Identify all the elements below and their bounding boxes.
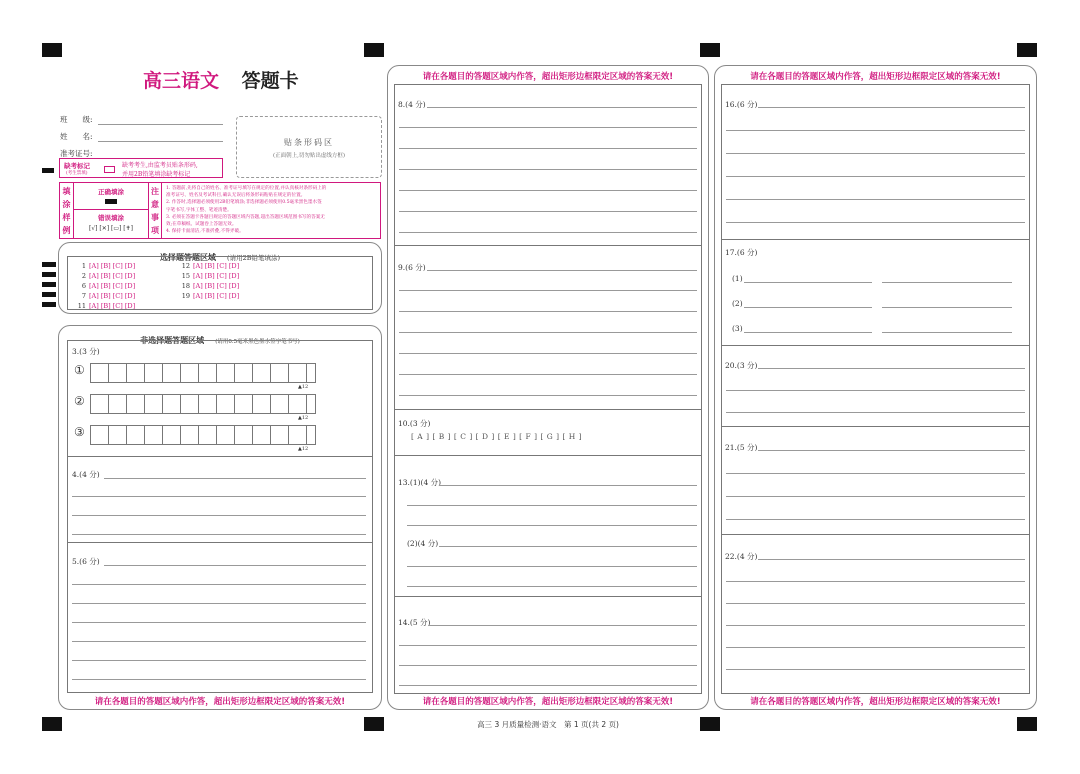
- char-count: ▲12: [298, 384, 309, 390]
- divider: [395, 245, 701, 246]
- q17-sub-3: (3): [732, 324, 743, 333]
- q5-label: 5.(6 分): [72, 557, 100, 566]
- correct-fill: [74, 183, 149, 210]
- absent-mark-label: 缺考标记: [64, 162, 90, 170]
- answer-line[interactable]: [104, 565, 366, 566]
- class-field[interactable]: [98, 124, 223, 125]
- bottom-warning: 请在各题目的答题区域内作答，超出矩形边框限定区域的答案无效!: [422, 697, 674, 707]
- answer-line[interactable]: [429, 625, 697, 626]
- choice-row[interactable]: 19 [A] [B] [C] [D]: [181, 292, 240, 300]
- answer-line[interactable]: [407, 586, 697, 587]
- note-item: 2. 作答时,选择题必须使用2B铅笔填涂;非选择题必须使用0.5毫米黑色墨水签: [166, 200, 322, 206]
- answer-line[interactable]: [399, 645, 697, 646]
- answer-line[interactable]: [439, 485, 697, 486]
- choice-title: 选择题答题区域: [159, 253, 216, 262]
- q10-label: 10.(3 分): [398, 419, 431, 428]
- answer-line[interactable]: [439, 546, 697, 547]
- choice-subtitle: (请用2B铅笔填涂): [227, 254, 281, 262]
- answer-line[interactable]: [399, 665, 697, 666]
- choice-row[interactable]: 1 [A] [B] [C] [D]: [81, 262, 136, 270]
- answer-line[interactable]: [744, 282, 872, 283]
- column-3-panel: [714, 65, 1037, 710]
- divider: [722, 426, 1029, 427]
- nonchoice-section: [58, 325, 382, 710]
- absent-note-2: 并用2B铅笔填涂缺考标记: [122, 171, 191, 178]
- side-char: 样: [62, 213, 71, 222]
- choice-grid: [67, 256, 373, 310]
- correct-fill-label: 正确填涂: [98, 188, 124, 196]
- answer-line[interactable]: [758, 450, 1025, 451]
- answer-line[interactable]: [72, 622, 366, 623]
- answer-line[interactable]: [399, 353, 697, 354]
- answer-line[interactable]: [399, 148, 697, 149]
- char-grid[interactable]: [90, 363, 316, 383]
- note-item: 3. 必须在答题卡各题目规定的答题区域内答题,超出答题区域范围书写的答案无: [166, 214, 325, 220]
- answer-line[interactable]: [726, 130, 1025, 131]
- absent-mark-sub: (考生禁填): [66, 171, 88, 176]
- answer-line[interactable]: [758, 559, 1025, 560]
- divider: [68, 456, 372, 457]
- top-warning: 请在各题目的答题区域内作答，超出矩形边框限定区域的答案无效!: [422, 72, 674, 82]
- answer-line[interactable]: [726, 473, 1025, 474]
- answer-line[interactable]: [726, 496, 1025, 497]
- divider: [722, 534, 1029, 535]
- circled-number: ①: [74, 363, 85, 377]
- answer-line[interactable]: [399, 332, 697, 333]
- side-char: 事: [151, 213, 159, 222]
- q10-options[interactable]: [ A ] [ B ] [ C ] [ D ] [ E ] [ F ] [ G ] [ H ]: [411, 432, 583, 441]
- q8-label: 8.(4 分): [398, 100, 426, 109]
- answer-line[interactable]: [726, 647, 1025, 648]
- q16-label: 16.(6 分): [725, 100, 758, 109]
- side-char: 涂: [62, 200, 71, 209]
- answer-line[interactable]: [427, 107, 697, 108]
- q17-sub-2: (2): [732, 299, 743, 308]
- answer-line[interactable]: [399, 169, 697, 170]
- answer-line[interactable]: [726, 199, 1025, 200]
- wrong-fill: [74, 210, 149, 238]
- timing-mark: [42, 302, 56, 307]
- answer-line[interactable]: [407, 505, 697, 506]
- answer-line[interactable]: [758, 107, 1025, 108]
- page-title: [143, 66, 299, 93]
- choice-right-column: [178, 261, 239, 301]
- note-item: 4. 保持卡面清洁,不准折叠,不得弄破。: [166, 229, 244, 235]
- page-footer: 高三 3 月质量检测·语文 第 1 页(共 2 页): [477, 720, 619, 729]
- q17-label: 17.(6 分): [725, 248, 758, 257]
- barcode-hint: (正面朝上,切勿贴出虚线方框): [272, 153, 346, 159]
- top-warning: 请在各题目的答题区域内作答，超出矩形边框限定区域的答案无效!: [750, 72, 1001, 82]
- q17-sub-1: (1): [732, 274, 743, 283]
- exam-id-label: 准考证号:: [60, 149, 93, 158]
- choice-row[interactable]: 15 [A] [B] [C] [D]: [181, 272, 240, 280]
- wrong-fill-samples: [√] [✕] [▭] [✝]: [89, 225, 133, 232]
- answer-line[interactable]: [72, 603, 366, 604]
- column-2-panel: [387, 65, 709, 710]
- answer-line[interactable]: [72, 641, 366, 642]
- answer-line[interactable]: [407, 525, 697, 526]
- answer-line[interactable]: [72, 584, 366, 585]
- q20-label: 20.(3 分): [725, 361, 758, 370]
- answer-line[interactable]: [726, 581, 1025, 582]
- choice-left-column: [74, 261, 135, 311]
- q3-label: 3.(3 分): [72, 347, 100, 356]
- timing-mark: [42, 262, 56, 267]
- column-2-frame: [394, 84, 702, 694]
- notes-side-label: [149, 183, 162, 238]
- q21-label: 21.(5 分): [725, 443, 758, 452]
- note-item: 字笔书写,字体工整、笔迹清楚。: [166, 207, 232, 213]
- registration-mark: [1017, 43, 1037, 57]
- answer-line[interactable]: [399, 211, 697, 212]
- choice-row[interactable]: 2 [A] [B] [C] [D]: [81, 272, 136, 280]
- q13-sub2-label: (2)(4 分): [407, 539, 439, 548]
- char-grid[interactable]: [90, 394, 316, 414]
- barcode-area[interactable]: [236, 116, 382, 178]
- title-card: 答题卡: [241, 70, 299, 92]
- answer-line[interactable]: [726, 519, 1025, 520]
- choice-section: [58, 242, 382, 314]
- answer-line[interactable]: [427, 270, 697, 271]
- notes-list: [166, 185, 378, 235]
- choice-row[interactable]: 12 [A] [B] [C] [D]: [181, 262, 240, 270]
- answer-line[interactable]: [882, 307, 1012, 308]
- q14-label: 14.(5 分): [398, 618, 431, 627]
- q22-label: 22.(4 分): [725, 552, 758, 561]
- divider: [68, 542, 372, 543]
- answer-line[interactable]: [407, 566, 697, 567]
- side-char: 例: [62, 226, 71, 235]
- nonchoice-title: 非选择题答题区域: [140, 336, 205, 345]
- answer-line[interactable]: [882, 332, 1012, 333]
- nonchoice-subtitle: (请用0.5毫米黑色墨水签字笔书写): [215, 339, 300, 345]
- note-item: 1. 答题前,先将自己的姓名、准考证号填写在规定的位置,并认真核对条形码上的: [166, 186, 327, 191]
- name-label: 姓 名:: [60, 132, 93, 141]
- q13-label: 13.(1)(4 分): [398, 478, 442, 487]
- char-count: ▲12: [298, 446, 309, 452]
- registration-mark: [364, 717, 384, 731]
- side-char: 项: [151, 226, 159, 235]
- answer-line[interactable]: [726, 176, 1025, 177]
- answer-line[interactable]: [72, 660, 366, 661]
- title-subject: 高三语文: [143, 70, 220, 92]
- timing-mark: [42, 272, 56, 277]
- side-char: 注: [151, 187, 159, 196]
- barcode-title: 贴条形码区: [284, 138, 334, 147]
- choice-row[interactable]: 6 [A] [B] [C] [D]: [81, 282, 136, 290]
- answer-line[interactable]: [744, 307, 872, 308]
- absent-mark-box: [59, 158, 223, 178]
- class-label: 班 级:: [60, 115, 93, 124]
- answer-line[interactable]: [758, 368, 1025, 369]
- bottom-warning: 请在各题目的答题区域内作答，超出矩形边框限定区域的答案无效!: [750, 697, 1001, 707]
- q9-label: 9.(6 分): [398, 263, 426, 272]
- note-item: 准考证号、姓名及考试科目,确认无误后将条形码粘贴在规定的位置。: [166, 193, 306, 199]
- fill-example-side-label: [60, 183, 74, 238]
- name-field[interactable]: [98, 141, 223, 142]
- answer-line[interactable]: [726, 625, 1025, 626]
- registration-mark: [700, 43, 720, 57]
- circled-number: ②: [74, 394, 85, 408]
- choice-row[interactable]: 11 [A] [B] [C] [D]: [77, 302, 136, 310]
- answer-line[interactable]: [104, 478, 366, 479]
- divider: [395, 455, 701, 456]
- char-count: ▲12: [298, 415, 309, 421]
- q4-label: 4.(4 分): [72, 470, 100, 479]
- registration-mark: [42, 43, 62, 57]
- timing-mark: [42, 168, 54, 173]
- answer-line[interactable]: [72, 534, 366, 535]
- divider: [395, 409, 701, 410]
- registration-mark: [42, 717, 62, 731]
- divider: [395, 596, 701, 597]
- divider: [722, 239, 1029, 240]
- answer-line[interactable]: [72, 515, 366, 516]
- correct-fill-sample: [105, 199, 117, 204]
- registration-mark: [1017, 717, 1037, 731]
- timing-mark: [42, 282, 56, 287]
- answer-line[interactable]: [399, 127, 697, 128]
- answer-line[interactable]: [726, 603, 1025, 604]
- wrong-fill-label: 错误填涂: [98, 214, 124, 222]
- side-char: 意: [151, 200, 159, 209]
- bottom-warning: 请在各题目的答题区域内作答，超出矩形边框限定区域的答案无效!: [94, 697, 346, 707]
- answer-line[interactable]: [399, 311, 697, 312]
- nonchoice-frame: [67, 340, 373, 693]
- answer-line[interactable]: [882, 282, 1012, 283]
- answer-line[interactable]: [726, 390, 1025, 391]
- answer-line[interactable]: [726, 153, 1025, 154]
- answer-line[interactable]: [726, 412, 1025, 413]
- answer-line[interactable]: [726, 222, 1025, 223]
- answer-line[interactable]: [399, 232, 697, 233]
- char-grid[interactable]: [90, 425, 316, 445]
- column-3-frame: [721, 84, 1030, 694]
- timing-mark: [42, 292, 56, 297]
- choice-row[interactable]: 18 [A] [B] [C] [D]: [181, 282, 240, 290]
- answer-line[interactable]: [726, 669, 1025, 670]
- answer-line[interactable]: [399, 190, 697, 191]
- absent-note-1: 缺考考生,由监考员贴条形码,: [122, 162, 198, 169]
- fill-example-box: [59, 182, 381, 239]
- note-item: 效;在草稿纸、试题卷上答题无效。: [166, 222, 237, 228]
- registration-mark: [364, 43, 384, 57]
- answer-line[interactable]: [399, 685, 697, 686]
- answer-line[interactable]: [399, 290, 697, 291]
- answer-line[interactable]: [72, 679, 366, 680]
- divider: [722, 345, 1029, 346]
- absent-checkbox[interactable]: [104, 166, 115, 173]
- side-char: 填: [62, 187, 71, 196]
- answer-line[interactable]: [72, 496, 366, 497]
- answer-line[interactable]: [399, 395, 697, 396]
- circled-number: ③: [74, 425, 85, 439]
- choice-row[interactable]: 7 [A] [B] [C] [D]: [81, 292, 136, 300]
- answer-line[interactable]: [399, 374, 697, 375]
- answer-line[interactable]: [744, 332, 872, 333]
